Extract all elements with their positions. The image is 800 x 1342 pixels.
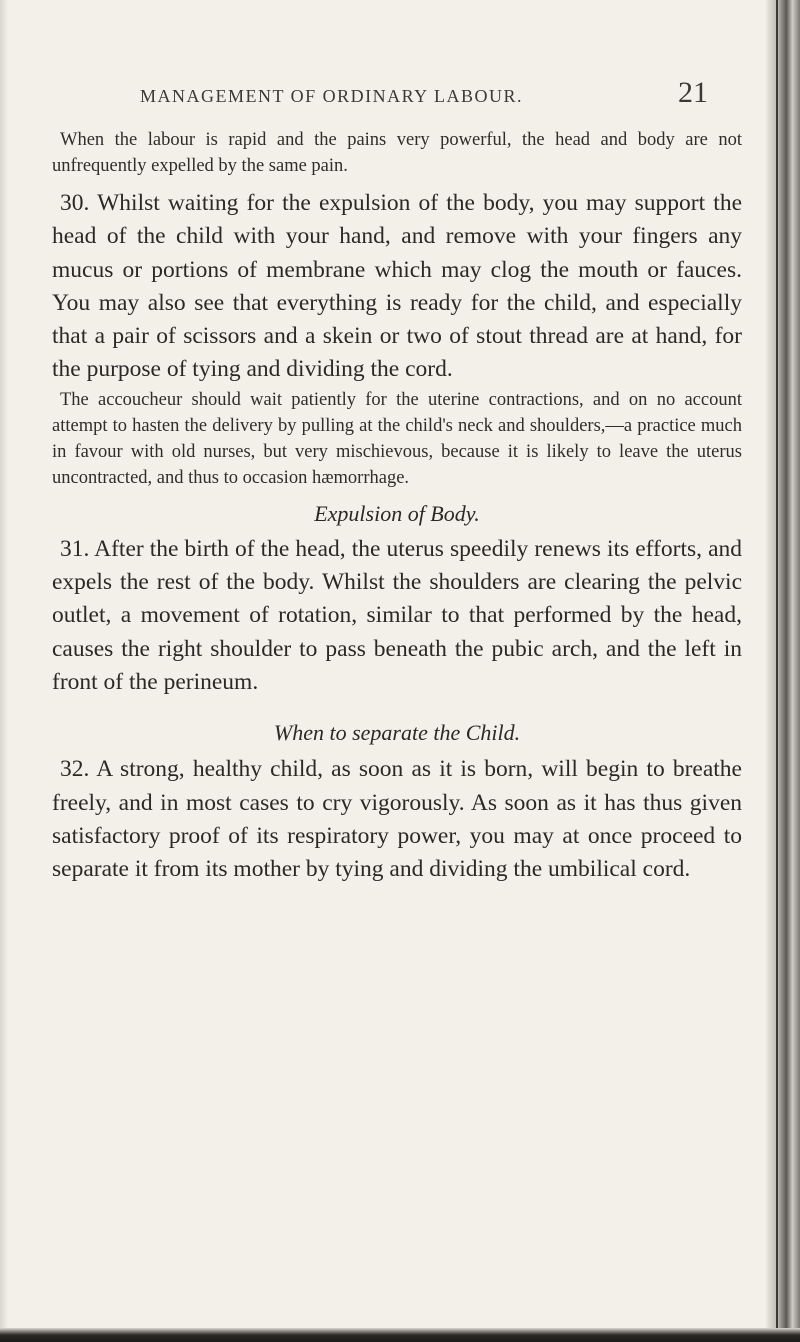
section-heading-expulsion: Expulsion of Body.	[314, 500, 480, 526]
running-head: MANAGEMENT OF ORDINARY LABOUR.	[140, 86, 524, 106]
page-bottom-edge	[0, 1328, 800, 1342]
page-body	[52, 127, 742, 886]
page-header	[110, 72, 770, 112]
book-spine-edge	[766, 0, 800, 1342]
paragraph-note: The accoucheur should wait patiently for the uterine contractions, and on no account attempt to hasten the delivery by pulling at the child's neck and shoulders,—a practice much in favour with old nurses, but very mischievous, because it is likely to leave the uterus uncontracted, and thus to occasion hæmorrhage.	[52, 389, 742, 488]
paragraph-intro: When the labour is rapid and the pains very powerful, the head and body are not unfrequently expelled by the same pain.	[52, 130, 742, 176]
page-left-shadow	[0, 0, 8, 1342]
book-spine-line	[776, 0, 778, 1342]
paragraph-31: 31. After the birth of the head, the uterus speedily renews its efforts, and expels the rest of the body. Whilst the shoulders are clearing the pelvic outlet, a movement of rotation, similar to that performed by the head, causes the right shoulder to pass beneath the pubic arch, and the left in front of the perineum.	[52, 535, 742, 695]
paragraph-30: 30. Whilst waiting for the expulsion of the body, you may support the head of the child with your hand, and remove with your fingers any mucus or portions of membrane which may clog the mouth or fauces. You may also see that everything is ready for the child, and especially that a pair of scissors and a skein or two of stout thread are at hand, for the purpose of tying and dividing the cord.	[52, 190, 742, 383]
section-heading-separate: When to separate the Child.	[273, 720, 521, 746]
paragraph-32: 32. A strong, healthy child, as soon as it is born, will begin to breathe freely, and in most cases to cry vigorously. As soon as it has thus given satisfactory proof of its respiratory power, you may at once proceed to separate it from its mother by tying and dividing the umbilical cord.	[52, 756, 742, 883]
page-number: 21	[678, 76, 708, 109]
